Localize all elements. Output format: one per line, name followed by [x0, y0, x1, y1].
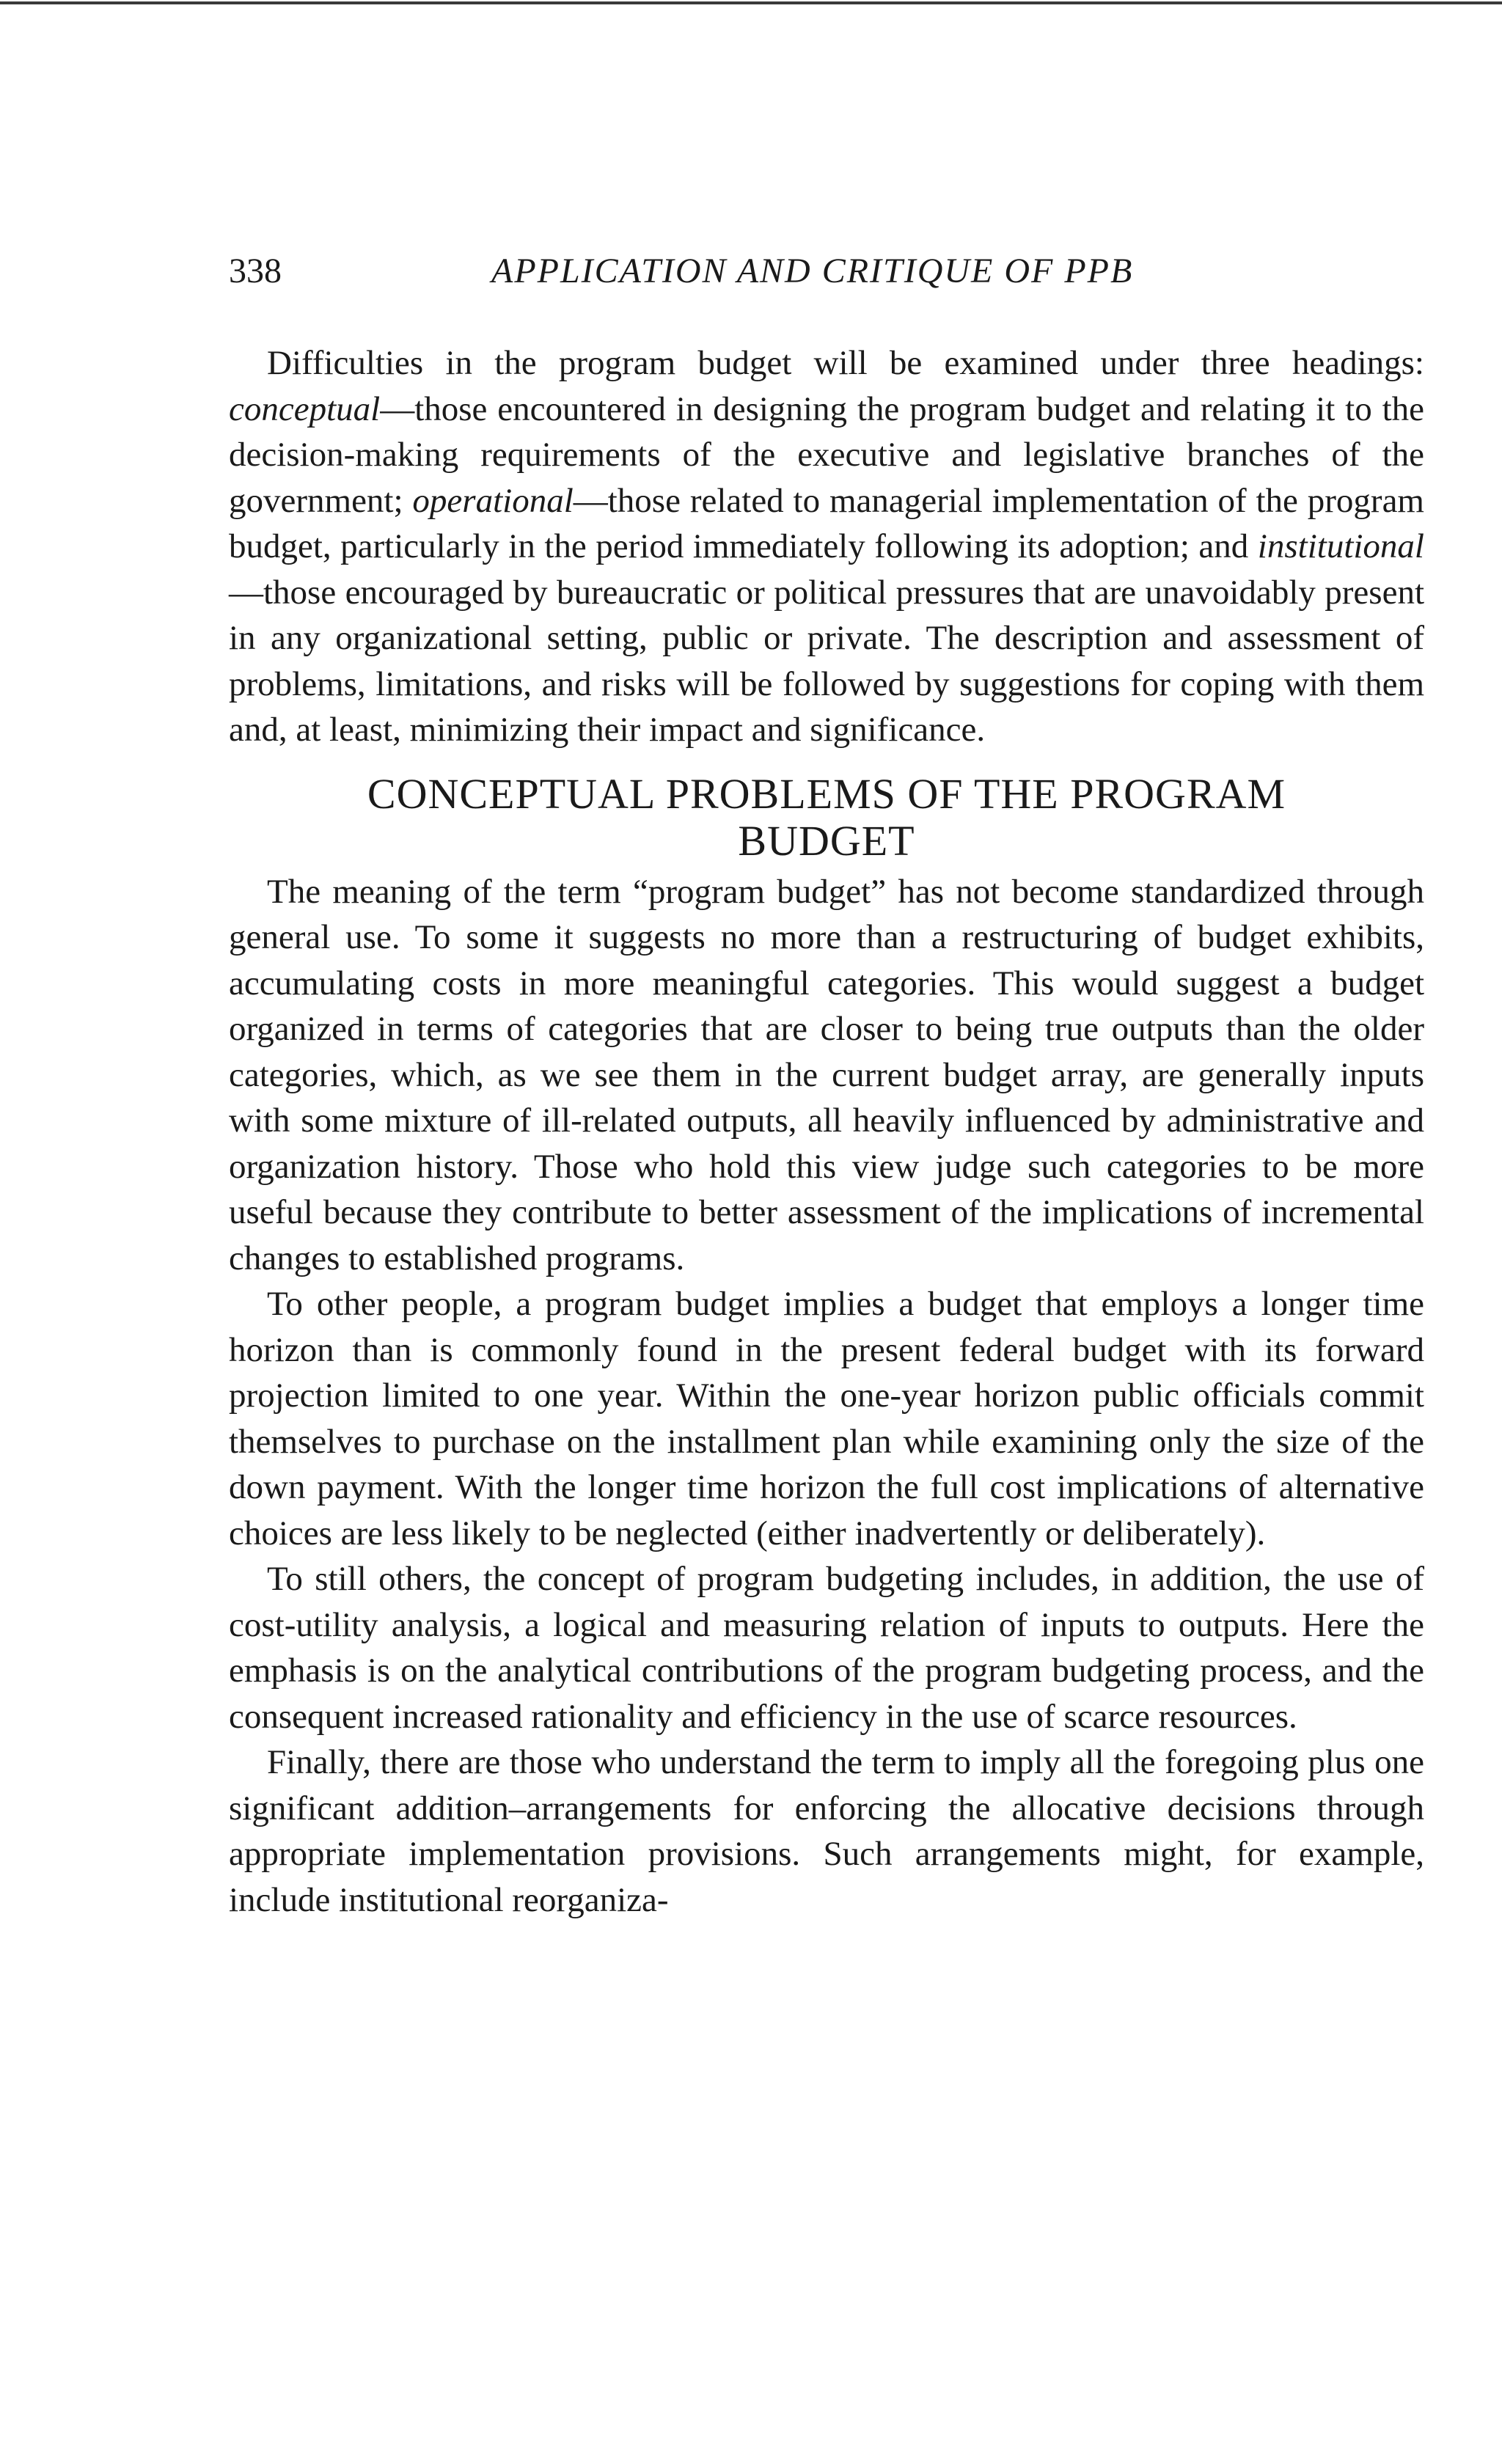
- section-heading: [229, 771, 1424, 865]
- section-heading-line-2: BUDGET: [738, 816, 915, 865]
- paragraph-time-horizon: To other people, a program budget implies a budget that employs a longer time horizon than is commonly found in the present federal budget with its forward projection limited to one year. Within the one-year horizon public officials commit themselves to purchase on the installment plan while examining only the size of the down payment. With the longer time horizon the full cost implications of alternative choices are less likely to be neglected (either inadvertently or deliberately).: [229, 1285, 1424, 1552]
- body-text: [229, 340, 1424, 1923]
- section-heading-line-1: CONCEPTUAL PROBLEMS OF THE PROGRAM: [367, 769, 1286, 818]
- term-conceptual: conceptual: [229, 389, 381, 428]
- page-number: 338: [229, 252, 282, 290]
- running-head: [229, 242, 1424, 301]
- paragraph-cost-utility: To still others, the concept of program budgeting includes, in addition, the use of cost-utility analysis, a logical and measuring relation of inputs to outputs. Here the emphasis is on the analytical contributions of the program budgeting process, and the consequent increased rationality and efficiency in the use of scarce resources.: [229, 1560, 1424, 1736]
- running-title: APPLICATION AND CRITIQUE OF PPB: [491, 252, 1134, 290]
- book-page: [229, 242, 1424, 1923]
- intro-text-1: Difficulties in the program budget will be examined under three headings:: [267, 344, 1424, 382]
- paragraph-enforcement: Finally, there are those who understand the term to imply all the foregoing plus one significant addition–arrangements for enforcing the allocative decisions through appropriate implementation provisions. Such arrangements might, for example, include institutional reorganiza-: [229, 1743, 1424, 1919]
- term-operational: operational: [412, 481, 574, 520]
- intro-paragraph: [229, 340, 1424, 753]
- paragraph-term-meaning: The meaning of the term “program budget” has not become standardized through general use. To some it suggests no more than a restructuring of budget exhibits, accumulating costs in more meaningful categories. This would suggest a budget organized in terms of categories that are closer to being true outputs than the older categories, which, as we see them in the current budget array, are generally inputs with some mixture of ill-related outputs, all heavily influenced by administrative and organization history. Those who hold this view judge such categories to be more useful because they contribute to better assessment of the implications of incremental changes to established programs.: [229, 872, 1424, 1277]
- intro-text-2: —those encountered in designing the program budget and relating it to the decision-making requirements of the executive and legislative branches of the government;: [229, 389, 1424, 520]
- intro-text-3: —those related to managerial implementation of the program budget, particularly in the period immediately following its adoption; and: [229, 481, 1424, 565]
- top-edge-rule: [0, 1, 1502, 4]
- intro-text-4: —those encouraged by bureaucratic or political pressures that are unavoidably present in any organizational setting, public or private. The description and assessment of problems, limitations, and risks will be followed by suggestions for coping with them and, at least, minimizing their impact and significance.: [229, 573, 1424, 749]
- term-institutional: institutional: [1257, 527, 1424, 565]
